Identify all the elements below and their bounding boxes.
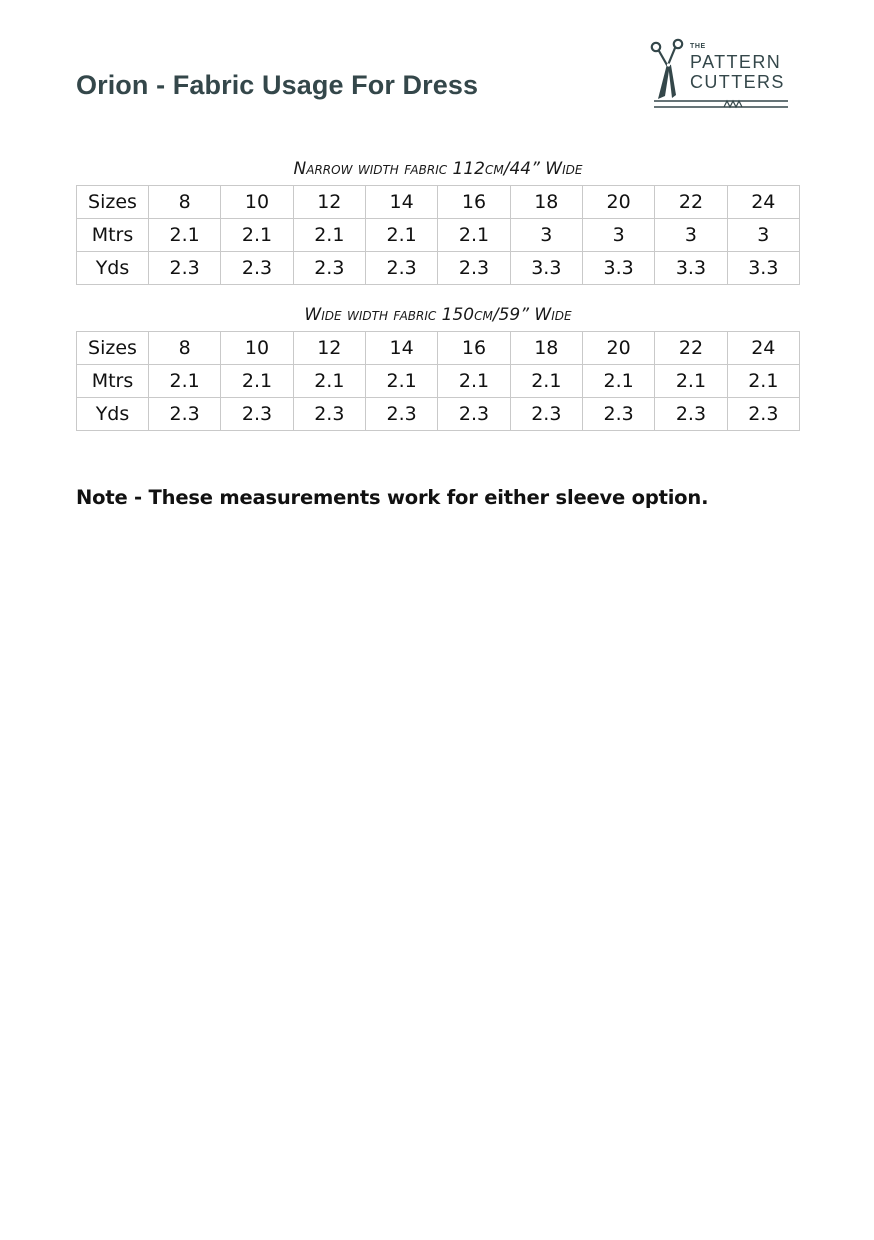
- table-cell: 2.3: [365, 252, 437, 285]
- table-row: [77, 332, 800, 365]
- table-cell: 2.1: [510, 365, 582, 398]
- table-cell: 3.3: [655, 252, 727, 285]
- table-cell: 12: [293, 186, 365, 219]
- table-cell: 3: [510, 219, 582, 252]
- table-cell: 16: [438, 186, 510, 219]
- logo-text-pattern: PATTERN: [690, 52, 782, 72]
- table-cell: 2.1: [293, 219, 365, 252]
- table-cell: 18: [510, 186, 582, 219]
- table-cell: 12: [293, 332, 365, 365]
- table-cell: 3.3: [727, 252, 799, 285]
- table-cell: 2.1: [438, 219, 510, 252]
- table-row: [77, 186, 800, 219]
- table-row: [77, 219, 800, 252]
- narrow-fabric-table: [76, 185, 800, 285]
- table-cell: 22: [655, 186, 727, 219]
- wide-fabric-caption: Wide width fabric 150cm/59” Wide: [304, 305, 572, 325]
- table-cell: 2.1: [149, 365, 221, 398]
- table-cell: 2.1: [655, 365, 727, 398]
- table-cell: 2.3: [149, 398, 221, 431]
- table-row: [77, 252, 800, 285]
- row-label: Sizes: [77, 332, 149, 365]
- table-cell: 20: [582, 332, 654, 365]
- row-label: Mtrs: [77, 365, 149, 398]
- table-cell: 2.3: [221, 398, 293, 431]
- table-cell: 18: [510, 332, 582, 365]
- row-label: Sizes: [77, 186, 149, 219]
- table-cell: 22: [655, 332, 727, 365]
- table-cell: 2.3: [365, 398, 437, 431]
- table-cell: 2.3: [582, 398, 654, 431]
- table-cell: 2.3: [438, 398, 510, 431]
- table-cell: 3.3: [582, 252, 654, 285]
- table-cell: 8: [149, 186, 221, 219]
- table-cell: 2.1: [221, 219, 293, 252]
- table-cell: 8: [149, 332, 221, 365]
- logo-text-cutters: CUTTERS: [690, 72, 785, 92]
- table-cell: 2.3: [655, 398, 727, 431]
- logo-text-the: THE: [690, 43, 706, 50]
- table-cell: 10: [221, 332, 293, 365]
- table-cell: 14: [365, 186, 437, 219]
- logo: [650, 38, 795, 114]
- sleeve-note: Note - These measurements work for either sleeve option.: [76, 486, 709, 509]
- table-cell: 2.3: [727, 398, 799, 431]
- row-label: Yds: [77, 398, 149, 431]
- table-cell: 2.1: [582, 365, 654, 398]
- table-cell: 2.3: [221, 252, 293, 285]
- table-row: [77, 398, 800, 431]
- table-cell: 2.3: [293, 398, 365, 431]
- wide-fabric-table: [76, 331, 800, 431]
- table-row: [77, 365, 800, 398]
- table-cell: 20: [582, 186, 654, 219]
- table-cell: 2.1: [293, 365, 365, 398]
- table-cell: 3.3: [510, 252, 582, 285]
- table-cell: 2.1: [365, 219, 437, 252]
- table-cell: 2.1: [149, 219, 221, 252]
- table-cell: 2.1: [221, 365, 293, 398]
- table-cell: 16: [438, 332, 510, 365]
- table-cell: 2.3: [149, 252, 221, 285]
- table-cell: 2.1: [438, 365, 510, 398]
- page-title: Orion - Fabric Usage For Dress: [76, 70, 479, 100]
- narrow-fabric-caption: Narrow width fabric 112cm/44” Wide: [293, 159, 583, 179]
- table-cell: 24: [727, 186, 799, 219]
- row-label: Mtrs: [77, 219, 149, 252]
- table-cell: 10: [221, 186, 293, 219]
- table-cell: 3: [582, 219, 654, 252]
- row-label: Yds: [77, 252, 149, 285]
- table-cell: 2.3: [293, 252, 365, 285]
- table-cell: 2.3: [438, 252, 510, 285]
- table-cell: 14: [365, 332, 437, 365]
- table-cell: 3: [655, 219, 727, 252]
- table-cell: 2.1: [365, 365, 437, 398]
- table-cell: 2.1: [727, 365, 799, 398]
- table-cell: 24: [727, 332, 799, 365]
- table-cell: 3: [727, 219, 799, 252]
- table-cell: 2.3: [510, 398, 582, 431]
